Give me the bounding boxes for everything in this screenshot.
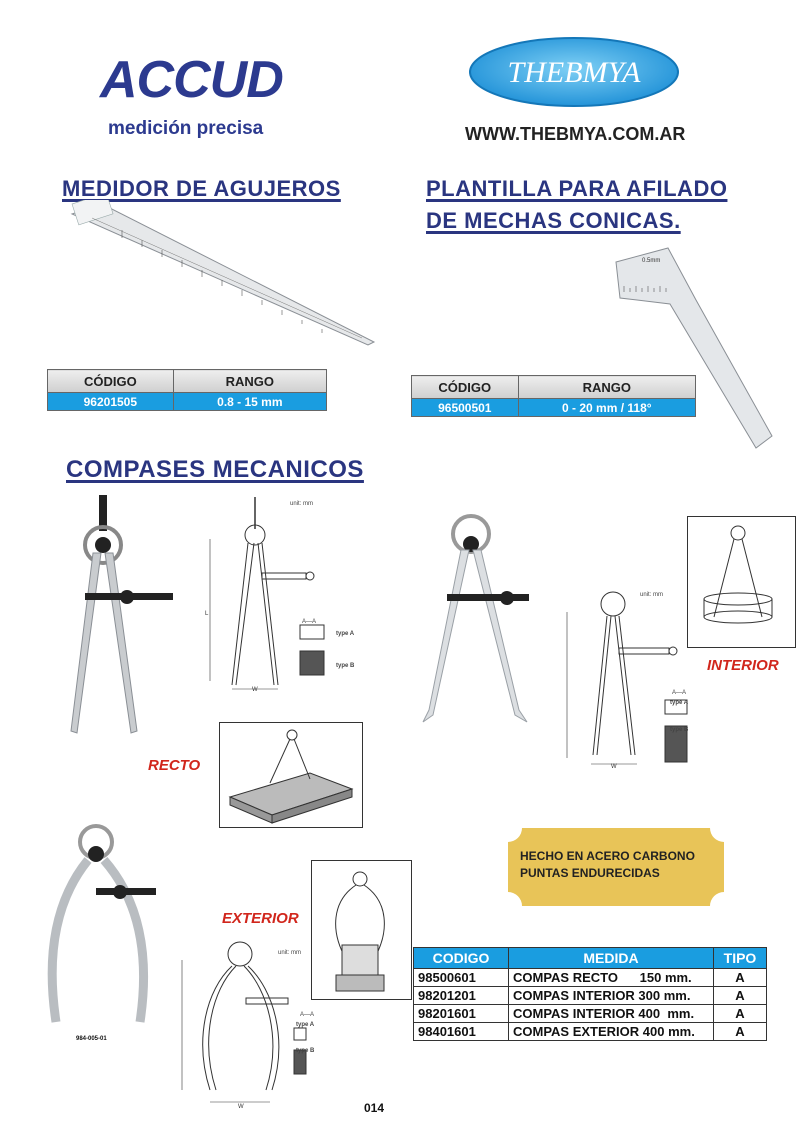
section-label: A—A	[672, 690, 687, 696]
exterior-label: EXTERIOR	[222, 910, 299, 927]
table-cell: A	[714, 1005, 767, 1023]
svg-text:W: W	[238, 1104, 244, 1110]
interior-compass-drawing	[555, 590, 705, 770]
hole-gauge-image	[62, 200, 382, 350]
exterior-compass-photo	[40, 822, 170, 1032]
section-label: A—A	[302, 619, 317, 625]
table-cell: 98201601	[414, 1005, 509, 1023]
interior-compass-photo	[415, 510, 535, 730]
table-header: MEDIDA	[509, 948, 714, 969]
accud-wordmark: ACCUD	[100, 51, 283, 109]
unit-label: unit: mm	[640, 592, 664, 598]
table-cell: 96201505	[48, 393, 174, 411]
badge-text	[520, 848, 695, 882]
type-b-label: type B	[336, 663, 355, 669]
drill-template-image	[600, 240, 790, 455]
unit-label: unit: mm	[290, 501, 314, 507]
table-cell: A	[714, 1023, 767, 1041]
unit-label: unit: mm	[278, 950, 302, 956]
thebmya-wordmark: THEBMYA	[507, 56, 641, 89]
table-header: RANGO	[173, 370, 326, 393]
table-cell: 96500501	[412, 399, 519, 417]
table-cell: COMPAS RECTO 150 mm.	[509, 969, 714, 987]
type-b-label: type B	[670, 727, 689, 733]
table-cell: 0.8 - 15 mm	[173, 393, 326, 411]
table-cell: 98500601	[414, 969, 509, 987]
drill-template-title-line1: PLANTILLA PARA AFILADO	[426, 176, 728, 201]
type-a-label: type A	[670, 700, 689, 706]
thebmya-logo	[468, 36, 680, 108]
table-header: RANGO	[518, 376, 695, 399]
interior-label: INTERIOR	[707, 657, 779, 674]
hole-gauge-table	[47, 369, 327, 411]
exterior-compass-drawing	[170, 940, 310, 1110]
type-b-label: type B	[296, 1048, 315, 1054]
table-row	[414, 1005, 767, 1023]
table-cell: COMPAS INTERIOR 300 mm.	[509, 987, 714, 1005]
drill-template-table	[411, 375, 696, 417]
svg-text:W: W	[252, 687, 258, 693]
hole-gauge-title: MEDIDOR DE AGUJEROS	[62, 176, 341, 201]
type-a-label: type A	[336, 631, 355, 637]
exterior-code: 984-005-01	[76, 1036, 107, 1042]
type-a-label: type A	[296, 1022, 315, 1028]
recto-usage-image	[219, 722, 363, 828]
badge-line1: HECHO EN ACERO CARBONO	[520, 849, 695, 863]
table-cell: A	[714, 987, 767, 1005]
badge-line2: PUNTAS ENDURECIDAS	[520, 866, 660, 880]
table-cell: 98401601	[414, 1023, 509, 1041]
svg-text:W: W	[611, 764, 617, 770]
scale-label: 0.5mm	[642, 258, 661, 264]
interior-usage-image	[687, 516, 796, 648]
exterior-usage-image	[311, 860, 412, 1000]
table-cell: COMPAS EXTERIOR 400 mm.	[509, 1023, 714, 1041]
table-row	[414, 1023, 767, 1041]
table-row	[414, 969, 767, 987]
table-cell: 0 - 20 mm / 118°	[518, 399, 695, 417]
svg-text:L: L	[205, 611, 209, 617]
compasses-title: COMPASES MECANICOS	[66, 456, 364, 483]
section-label: A—A	[300, 1012, 315, 1018]
website-url: WWW.THEBMYA.COM.AR	[465, 124, 686, 144]
accud-tagline: medición precisa	[108, 118, 264, 139]
table-header: TIPO	[714, 948, 767, 969]
recto-compass-photo	[55, 495, 175, 740]
table-cell: COMPAS INTERIOR 400 mm.	[509, 1005, 714, 1023]
table-cell: A	[714, 969, 767, 987]
page-number: 014	[364, 1101, 385, 1115]
table-row	[414, 987, 767, 1005]
compasses-table	[413, 947, 767, 1041]
table-cell: 98201201	[414, 987, 509, 1005]
accud-logo	[100, 50, 330, 110]
table-header: CÓDIGO	[48, 370, 174, 393]
drill-template-title-line2: DE MECHAS CONICAS.	[426, 208, 681, 233]
table-header: CÓDIGO	[412, 376, 519, 399]
recto-label: RECTO	[148, 757, 201, 774]
table-header: CODIGO	[414, 948, 509, 969]
